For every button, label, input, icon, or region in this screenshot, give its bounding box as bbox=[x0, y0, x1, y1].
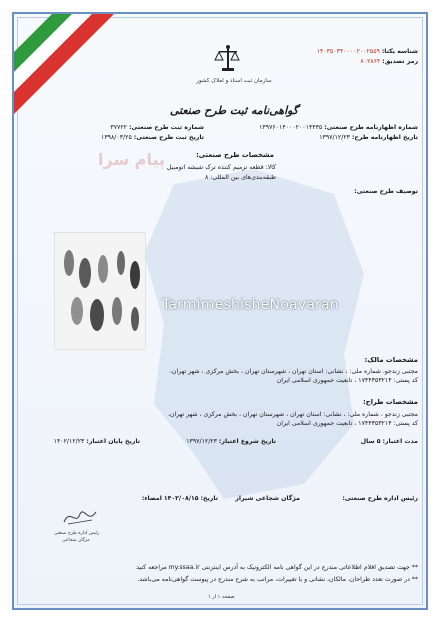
validity-duration-value: ۵ سال bbox=[360, 438, 381, 445]
owner-line-1: مجتبی زندجو، شماره ملی: ‌، نشانی: استان تهران ، شهرستان تهران ، بخش مرکزی ، شهر تهران، bbox=[169, 368, 418, 375]
validity-start-value: ۱۳۹۷/۱۲/۲۳ bbox=[186, 438, 217, 445]
description-label: توصیف طرح صنعتی: bbox=[354, 188, 418, 195]
registration-date-label: تاریخ ثبت طرح صنعتی: bbox=[133, 134, 204, 141]
registration-number-row bbox=[110, 124, 204, 132]
registration-date-value: ۱۳۹۸/۰۳/۲۵ bbox=[101, 134, 132, 141]
tracking-id-value: ۱۴۰۳۵۰۳۴۰۰۰۰۲۰۰۲۵۵۹ bbox=[316, 48, 380, 55]
certificate-title: گواهی‌نامه ثبت طرح صنعتی bbox=[169, 104, 299, 117]
verification-code-row bbox=[360, 58, 418, 66]
signature-caption-2: مژگان شجاعی bbox=[62, 538, 90, 543]
head-of-office-name: مژگان شجاعی شیراز bbox=[235, 495, 300, 502]
english-watermark: TarmimeshisheNoavaran bbox=[162, 297, 339, 313]
footer-note-1: ** جهت تصدیق اقلام اطلاعاتی مندرج در این گواهی نامه الکترونیک به آدرس اینترنتی my.ssaa.ir مراجعه کنید bbox=[136, 564, 418, 571]
declaration-date-row bbox=[319, 134, 418, 142]
footer-note-2: ** در صورت تعدد طراحان، مالکان، نشانی و یا تغییرات، مراتب به شرح مندرج در پیوست گواهی‌نامه می‌باشد. bbox=[137, 576, 418, 583]
tracking-id-row bbox=[317, 48, 418, 56]
validity-end-row bbox=[54, 438, 140, 446]
iran-map-background bbox=[134, 164, 374, 504]
judiciary-emblem-icon bbox=[214, 44, 242, 74]
designer-line-1: مجتبی زندجو ، شماره ملی: ‌، نشانی: استان تهران ، شهرستان تهران ، بخش مرکزی ، شهر تهران، bbox=[167, 411, 418, 418]
signature-date-row bbox=[142, 495, 218, 503]
signature-date-value: ۱۴۰۲/۰۸/۱۵ bbox=[163, 495, 199, 502]
declaration-number-label: شماره اظهارنامه طرح صنعتی: bbox=[324, 124, 418, 131]
owner-heading: مشخصات مالک: bbox=[364, 356, 418, 364]
signature-date-label: تاریخ: bbox=[200, 495, 218, 502]
organization-name: سازمان ثبت اسناد و املاک کشور bbox=[196, 78, 272, 84]
validity-start-label: تاریخ شروع اعتبار: bbox=[218, 438, 276, 445]
persian-watermark: پیام سرا bbox=[98, 150, 166, 169]
head-of-office-row bbox=[342, 495, 418, 503]
designer-heading: مشخصات طراح: bbox=[362, 398, 418, 406]
signature-sign-label: امضاء: bbox=[141, 495, 162, 502]
signature-caption-1: رئیس اداره طرح صنعتی bbox=[54, 531, 100, 536]
design-sample-image bbox=[54, 232, 146, 350]
head-of-office-label: رئیس اداره طرح صنعتی: bbox=[342, 495, 418, 502]
validity-end-label: تاریخ پایان اعتبار: bbox=[86, 438, 140, 445]
validity-duration-label: مدت اعتبار: bbox=[382, 438, 418, 445]
verification-code-value: ۸۰۲۸۶۴ bbox=[360, 58, 381, 65]
registration-number-value: ۳۷۷۲۲ bbox=[110, 124, 127, 131]
specs-classification: طبقه‌بندی‌های بین المللی: ۸ bbox=[205, 174, 276, 181]
page-number: صفحه ۱ از ۱ bbox=[208, 594, 235, 600]
declaration-number-value: ۱۳۹۷۶۰۱۴۰۰۰۲۰۰۱۴۴۳۵ bbox=[259, 124, 323, 131]
specs-heading: مشخصات طرح صنعتی: bbox=[196, 151, 274, 159]
specs-goods: کالا: قطعه ترمیم کننده ترک شیشه اتومبیل bbox=[166, 164, 276, 171]
certificate-frame bbox=[12, 12, 428, 610]
tracking-id-label: شناسه یکتا: bbox=[381, 48, 418, 55]
registration-number-label: شماره ثبت طرح صنعتی: bbox=[128, 124, 204, 131]
windshield-repair-part-icon bbox=[55, 233, 146, 350]
declaration-number-row bbox=[259, 124, 418, 132]
validity-end-value: ۱۴۰۲/۱۲/۲۳ bbox=[53, 438, 85, 445]
designer-line-2: کد پستی: ۱۷۴۴۳۵۳۲۱۴ ، تابعیت جمهوری اسلامی ایران bbox=[276, 420, 418, 427]
owner-line-2: کد پستی: ۱۷۴۴۳۵۳۲۱۴ ، تابعیت جمهوری اسلامی ایران bbox=[276, 377, 418, 384]
registration-date-row bbox=[101, 134, 204, 142]
verification-code-label: رمز تصدیق: bbox=[382, 58, 418, 65]
validity-start-row bbox=[186, 438, 276, 446]
validity-duration-row bbox=[361, 438, 418, 446]
iran-flag-icon bbox=[14, 14, 134, 114]
declaration-date-label: تاریخ اظهارنامه طرح: bbox=[351, 134, 418, 141]
handwritten-signature-icon bbox=[60, 504, 100, 530]
declaration-date-value: ۱۳۹۷/۱۲/۲۳ bbox=[319, 134, 350, 141]
